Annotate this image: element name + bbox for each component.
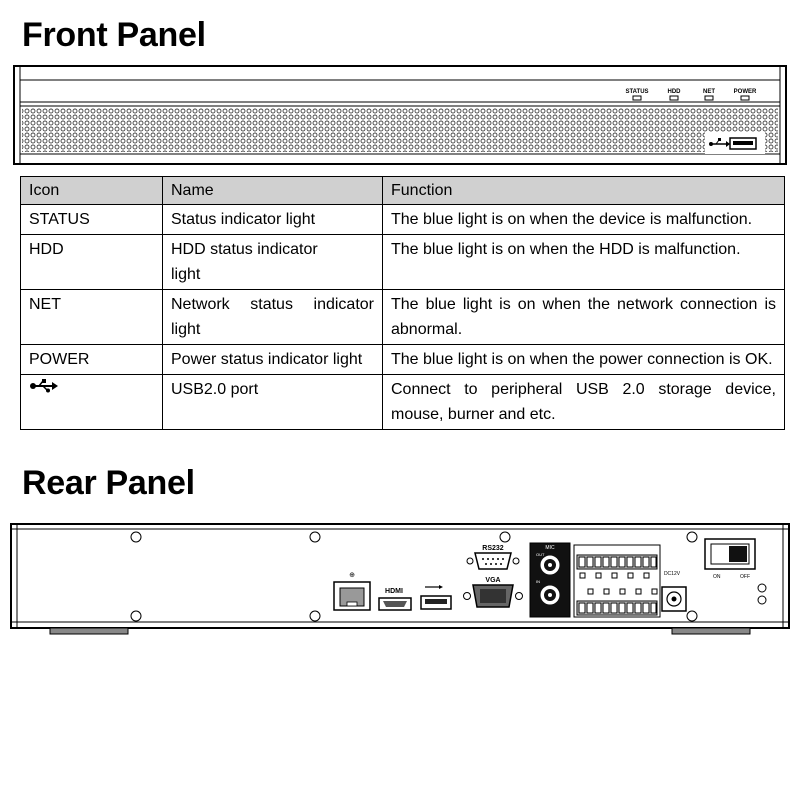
front-indicator-power: POWER	[733, 89, 757, 95]
table-header-row	[21, 177, 785, 205]
mic-block	[530, 543, 570, 617]
front-indicator-net: NET	[703, 89, 715, 95]
cell-icon: NET	[21, 290, 163, 345]
power-led	[741, 96, 749, 100]
rear-panel-diagram	[0, 515, 800, 640]
net-led	[705, 96, 713, 100]
header-function: Function	[383, 177, 785, 205]
svg-text:IN: IN	[536, 579, 540, 584]
table-row	[21, 235, 785, 290]
svg-text:OFF: OFF	[740, 574, 750, 580]
cell-function: Connect to peripheral USB 2.0 storage device, mouse, burner and etc.	[383, 375, 785, 430]
indicator-table	[20, 176, 785, 430]
front-panel-title: Front Panel	[22, 16, 206, 54]
front-indicator-status: STATUS	[625, 89, 649, 95]
cell-name: Network status indicator light	[163, 290, 383, 345]
table-row	[21, 290, 785, 345]
header-icon: Icon	[21, 177, 163, 205]
front-indicator-hdd: HDD	[667, 89, 681, 95]
front-panel-diagram	[0, 60, 800, 170]
svg-text:ON: ON	[713, 574, 721, 580]
table-row	[21, 205, 785, 235]
table-row	[21, 345, 785, 375]
cell-function: The blue light is on when the device is malfunction.	[383, 205, 785, 235]
svg-text:⊕: ⊕	[349, 572, 355, 579]
cell-name: Power status indicator light	[163, 345, 383, 375]
svg-text:HDMI: HDMI	[385, 588, 403, 595]
usb-icon	[29, 378, 59, 394]
header-name: Name	[163, 177, 383, 205]
svg-text:VGA: VGA	[485, 577, 501, 584]
table-row	[21, 375, 785, 430]
svg-text:OUT: OUT	[536, 552, 545, 557]
cell-icon	[21, 375, 163, 430]
cell-function: The blue light is on when the HDD is malfunction.	[383, 235, 785, 290]
svg-text:MIC: MIC	[545, 545, 555, 551]
cell-icon: STATUS	[21, 205, 163, 235]
status-led	[633, 96, 641, 100]
rear-panel-title: Rear Panel	[22, 464, 195, 502]
cell-icon: POWER	[21, 345, 163, 375]
hdd-led	[670, 96, 678, 100]
front-vent-grille	[22, 108, 778, 152]
svg-text:RS232: RS232	[482, 545, 504, 552]
alarm-terminal-block	[574, 545, 660, 617]
cell-name: Status indicator light	[163, 205, 383, 235]
svg-text:DC12V: DC12V	[663, 571, 681, 577]
cell-name: USB2.0 port	[163, 375, 383, 430]
cell-function: The blue light is on when the power connection is OK.	[383, 345, 785, 375]
cell-icon: HDD	[21, 235, 163, 290]
cell-function: The blue light is on when the network connection is abnormal.	[383, 290, 785, 345]
cell-name: HDD status indicator light	[163, 235, 383, 290]
